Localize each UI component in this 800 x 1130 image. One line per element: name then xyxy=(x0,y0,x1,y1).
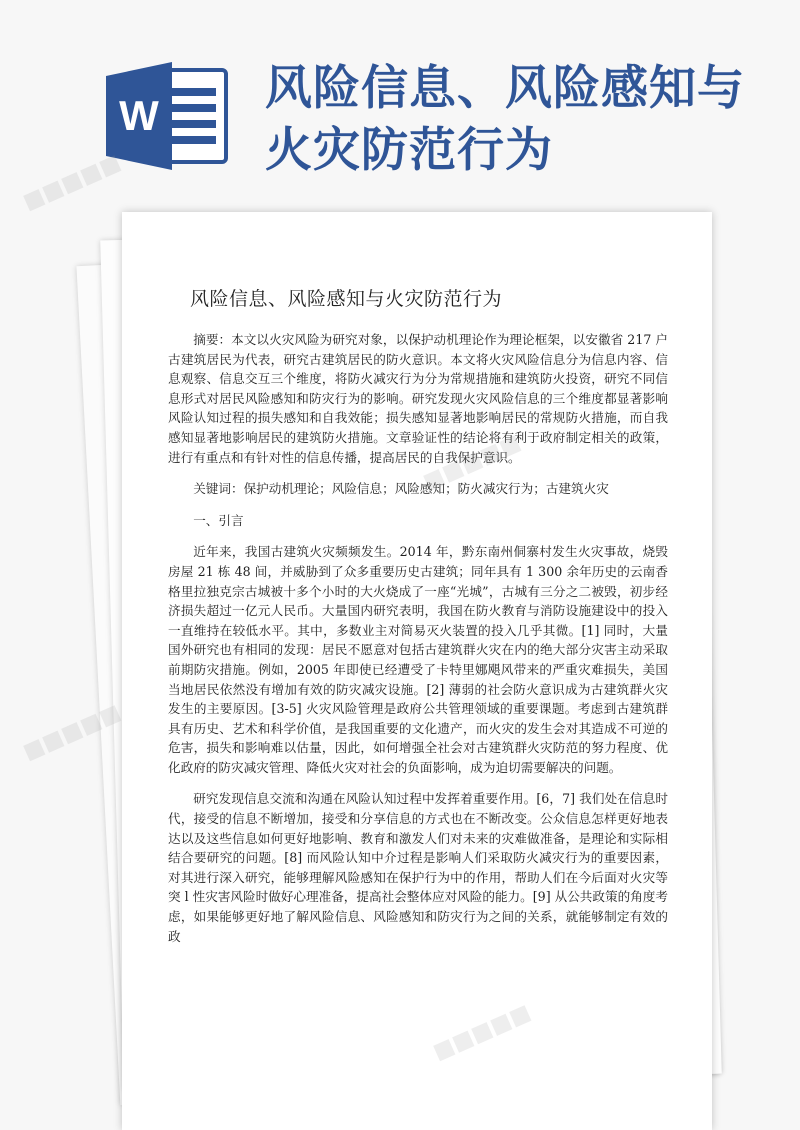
word-logo-icon xyxy=(106,62,228,170)
watermark-mark: ■■■■■ xyxy=(19,149,125,216)
word-logo-letter: W xyxy=(119,92,159,139)
body-paragraph-1: 近年来，我国古建筑火灾频频发生。2014 年，黔东南州侗寨村发生火灾事故，烧毁房屋 21 栋 48 间，并威胁到了众多重要历史古建筑；同年具有 1 300 余年历史的云南香格里拉独克宗古城被十多个小时的大火烧成了一座“光城”，古城有三分之二被毁，初步经济损失超过一亿元人民币。大量国内研究表明，我国在防火教育与消防设施建设中的投入一直维持在较低水平。其中，多数业主对简易灭火装置的投入几乎其微。[1] 同时，大量国外研究也有相同的发现：居民不愿意对包括古建筑群火灾在内的绝大部分灾害主动采取前期防灾措施。例如，2005 年即使已经遭受了卡特里娜飓风带来的严重灾难损失，美国当地居民依然没有增加有效的防灾减灾设施。[2] 薄弱的社会防火意识成为古建筑群火灾发生的主要原因。[3-5] 火灾风险管理是政府公共管理领域的重要课题。考虑到古建筑群具有历史、艺术和科学价值，是我国重要的文化遗产，而火灾的发生会对其造成不可逆的危害，损失和影响难以估量，因此，如何增强全社会对古建筑群火灾防范的努力程度、优化政府的防灾减灾管理、降低火灾对社会的负面影响，成为迫切需要解决的问题。 xyxy=(168,544,668,775)
abstract-paragraph: 摘要：本文以火灾风险为研究对象，以保护动机理论作为理论框架，以安徽省 217 户古建筑居民为代表，研究古建筑居民的防火意识。本文将火灾风险信息分为信息内容、信息观察、信息交互三个维度，将防火减灾行为分为常规措施和建筑防火投资，研究不同信息形式对居民风险感知和防灾行为的影响。研究发现火灾风险信息的三个维度都显著影响风险认知过程的损失感知和自我效能；损失感知显著地影响居民的常规防火措施，而自我感知显著地影响居民的建筑防火措施。文章验证性的结论将有利于政府制定相关的政策，进行有重点和有针对性的信息传播，提高居民的自我保护意识。 xyxy=(168,332,668,465)
banner-title: 风险信息、风险感知与火灾防范行为 xyxy=(265,61,745,178)
body-paragraph-2: 研究发现信息交流和沟通在风险认知过程中发挥着重要作用。[6，7] 我们处在信息时代，接受的信息不断增加，接受和分享信息的方式也在不断改变。公众信息怎样更好地表达以及这些信息如何更好地影响、教育和激发人们对未来的灾难做准备，是理论和实际相结合要研究的问题。[8] 而风险认知中介过程是影响人们采取防火减灾行为的重要因素，对其进行深入研究，能够理解风险感知在保护行为中的作用，帮助人们在今后面对火灾等突 l 性灾害风险时做好心理准备，提高社会整体应对风险的能力。[9] 从公共政策的角度考虑，如果能够更好地了解风险信息、风险感知和防灾行为之间的关系，就能够制定有效的政 xyxy=(168,791,668,944)
document-body xyxy=(168,330,668,946)
section-heading-intro: 一、引言 xyxy=(193,512,244,528)
document-title: 风险信息、风险感知与火灾防范行为 xyxy=(190,288,503,310)
document-page xyxy=(122,212,712,1130)
keywords-paragraph: 关键词：保护动机理论；风险信息；风险感知；防火减灾行为；古建筑火灾 xyxy=(193,481,609,497)
watermark-mark: ■■■■■ xyxy=(19,699,125,766)
